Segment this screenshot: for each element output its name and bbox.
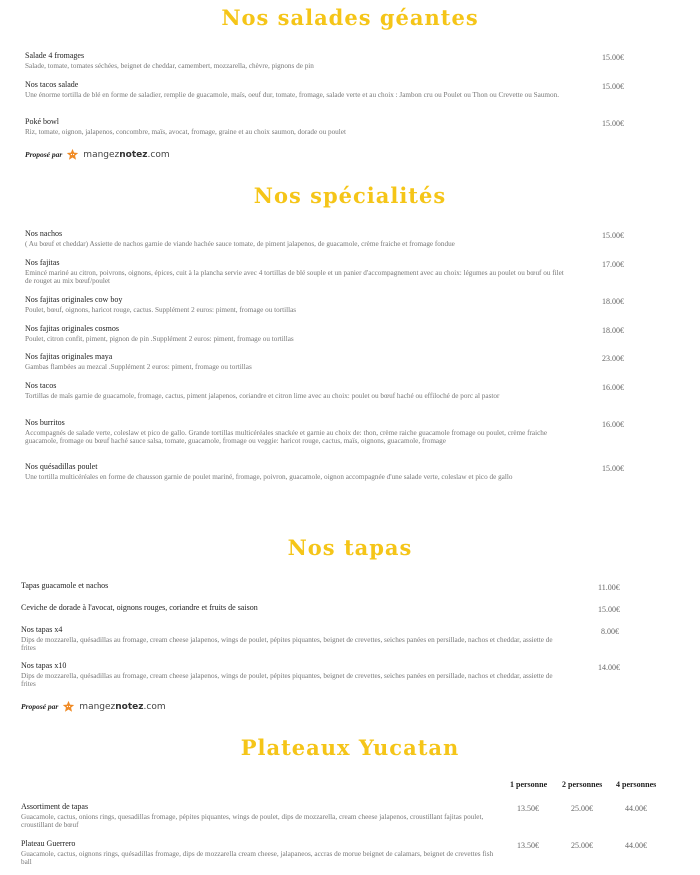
column-header: 2 personnes (562, 780, 603, 789)
item-price: 18.00€ (602, 326, 624, 335)
item-description: Guacamole, cactus, oignons rings, quésadillas fromage, dips de mozzarella cream cheese, jalapaneos, accras de morue beignet de calamars, beignet de crevettes fish ball (21, 850, 494, 866)
item-name: Poké bowl (25, 117, 59, 126)
menu-item (21, 839, 496, 866)
item-description: Dips de mozzarella, quésadillas au fromage, cream cheese jalapenos, wings de poulet, pépites piquantes, beignet de crevettes, seiches panées en persillade, nachos et cheddar, assiette de frites (21, 636, 553, 652)
menu-item (25, 324, 565, 343)
credit-brand: mangeznotez.com (83, 149, 170, 160)
item-description: Poulet, bœuf, oignons, haricot rouge, cactus. Supplément 2 euros: piment, fromage ou tortillas (25, 306, 297, 314)
item-price: 16.00€ (602, 420, 624, 429)
item-name: Salade 4 fromages (25, 51, 85, 60)
item-name: Nos tapas x10 (21, 661, 67, 670)
item-price: 15.00€ (602, 464, 624, 473)
item-price: 13.50€ (517, 841, 539, 850)
section-title-specialites: Nos spécialités (253, 183, 447, 208)
menu-item (25, 381, 565, 400)
menu-item (25, 80, 565, 99)
item-price: 44.00€ (625, 804, 647, 813)
item-price: 13.50€ (517, 804, 539, 813)
item-name: Nos burritos (25, 418, 65, 427)
menu-item (21, 625, 561, 652)
section-title-tapas: Nos tapas (287, 535, 413, 560)
column-header: 4 personnes (616, 780, 657, 789)
menu-item (25, 462, 565, 481)
item-name: Nos tacos (25, 381, 57, 390)
mangeznotez-credit[interactable] (21, 700, 166, 713)
menu-item (25, 258, 565, 285)
item-price: 18.00€ (602, 297, 624, 306)
item-description: Salade, tomate, tomates séchées, beignet de cheddar, camembert, mozzarella, chèvre, pignons de pin (25, 62, 314, 70)
item-price: 15.00€ (602, 231, 624, 240)
item-description: Une énorme tortilla de blé en forme de saladier, remplie de guacamole, maïs, oeuf dur, tomate, fromage, salade verte et au choix : Jambon cru ou Poulet ou Thon ou Crevette ou Saumon. (25, 91, 559, 99)
item-name: Nos tapas x4 (21, 625, 63, 634)
item-name: Nos fajitas (25, 258, 60, 267)
menu-item (25, 117, 565, 136)
item-name: Nos quésadillas poulet (25, 462, 98, 471)
item-name: Nos fajitas originales maya (25, 352, 113, 361)
item-description: ( Au bœuf et cheddar) Assiette de nachos garnie de viande hachée sauce tomate, de piment jalapenos, de guacamole, crème fraiche et fromage fondue (25, 240, 455, 248)
item-price: 25.00€ (571, 841, 593, 850)
item-description: Une tortilla multicéréales en forme de chausson garnie de poulet mariné, fromage, poivron, guacamole, oignon accompagnée d'une salade verte, coleslaw et pico de gallo (25, 473, 513, 481)
column-header: 1 personne (510, 780, 548, 789)
item-price: 44.00€ (625, 841, 647, 850)
section-title-salades: Nos salades géantes (221, 5, 479, 30)
star-logo-icon (62, 700, 75, 713)
item-description: Dips de mozzarella, quésadillas au fromage, cream cheese jalapenos, wings de poulet, pépites piquantes, beignet de crevettes, seiches panées en persillade, nachos et cheddar, assiette de frites (21, 672, 553, 688)
item-price: 25.00€ (571, 804, 593, 813)
menu-item (21, 603, 561, 613)
item-price: 14.00€ (598, 663, 620, 672)
item-price: 15.00€ (602, 119, 624, 128)
menu-item (25, 352, 565, 371)
item-description: Poulet, citron confit, piment, pignon de pin .Supplément 2 euros: piment, fromage ou tortillas (25, 335, 294, 343)
star-logo-icon (66, 148, 79, 161)
item-name: Nos tacos salade (25, 80, 79, 89)
mangeznotez-credit[interactable] (25, 148, 170, 161)
item-price: 16.00€ (602, 383, 624, 392)
item-price: 17.00€ (602, 260, 624, 269)
item-price: 15.00€ (602, 53, 624, 62)
item-description: Guacamole, cactus, onions rings, quesadillas fromage, pépites piquantes, wings de poulet, dips de mozzarella, cream cheese jalapenos, croustillant fajitas poulet, croustillant de bœuf (21, 813, 484, 829)
item-description: Accompagnés de salade verte, coleslaw et pico de gallo. Grande tortillas multicéréales snackée et garnie au choix de: thon, crème raiche guacamole fromage ou poulet, crème fraiche guacamole, fromage ou bœuf haché sauce salsa, tomate, guacamole, fromage ou veggie: haricot rouge, cactus, maïs, oignons, guacamole, fromage (25, 429, 548, 445)
item-description: Riz, tomate, oignon, jalapenos, concombre, maïs, avocat, fromage, graine et au choix saumon, dorade ou poulet (25, 128, 346, 136)
section-title-plateaux: Plateaux Yucatan (240, 735, 460, 760)
item-name: Ceviche de dorade à l'avocat, oignons rouges, coriandre et fruits de saison (21, 603, 258, 612)
item-name: Plateau Guerrero (21, 839, 76, 848)
menu-item (25, 229, 565, 248)
item-name: Nos fajitas originales cosmos (25, 324, 119, 333)
item-name: Assortiment de tapas (21, 802, 89, 811)
menu-item (25, 418, 565, 445)
credit-prefix: Proposé par (25, 150, 63, 159)
item-description: Emincé mariné au citron, poivrons, oignons, épices, cuit à la plancha servie avec 4 tortillas de blé souple et un panier d'accompagnement avec au choix: légumes au poulet ou bœuf ou filet de rouget au mix bœuf/poulet (25, 269, 564, 285)
item-name: Nos nachos (25, 229, 63, 238)
item-description: Tortillas de maïs garnie de guacamole, fromage, cactus, piment jalapenos, coriandre et citron lime avec au choix: poulet ou bœuf haché ou effiloché de porc al pastor (25, 392, 500, 400)
credit-prefix: Proposé par (21, 702, 59, 711)
menu-item (21, 581, 561, 591)
item-name: Nos fajitas originales cow boy (25, 295, 123, 304)
credit-brand: mangeznotez.com (79, 701, 166, 712)
menu-item (21, 802, 496, 829)
item-price: 11.00€ (598, 583, 620, 592)
menu-item (25, 51, 565, 70)
menu-item (25, 295, 565, 314)
item-price: 15.00€ (598, 605, 620, 614)
menu-item (21, 661, 561, 688)
item-description: Gambas flambées au mezcal .Supplément 2 euros: piment, fromage ou tortillas (25, 363, 252, 371)
item-name: Tapas guacamole et nachos (21, 581, 109, 590)
item-price: 23.00€ (602, 354, 624, 363)
item-price: 8.00€ (601, 627, 619, 636)
item-price: 15.00€ (602, 82, 624, 91)
